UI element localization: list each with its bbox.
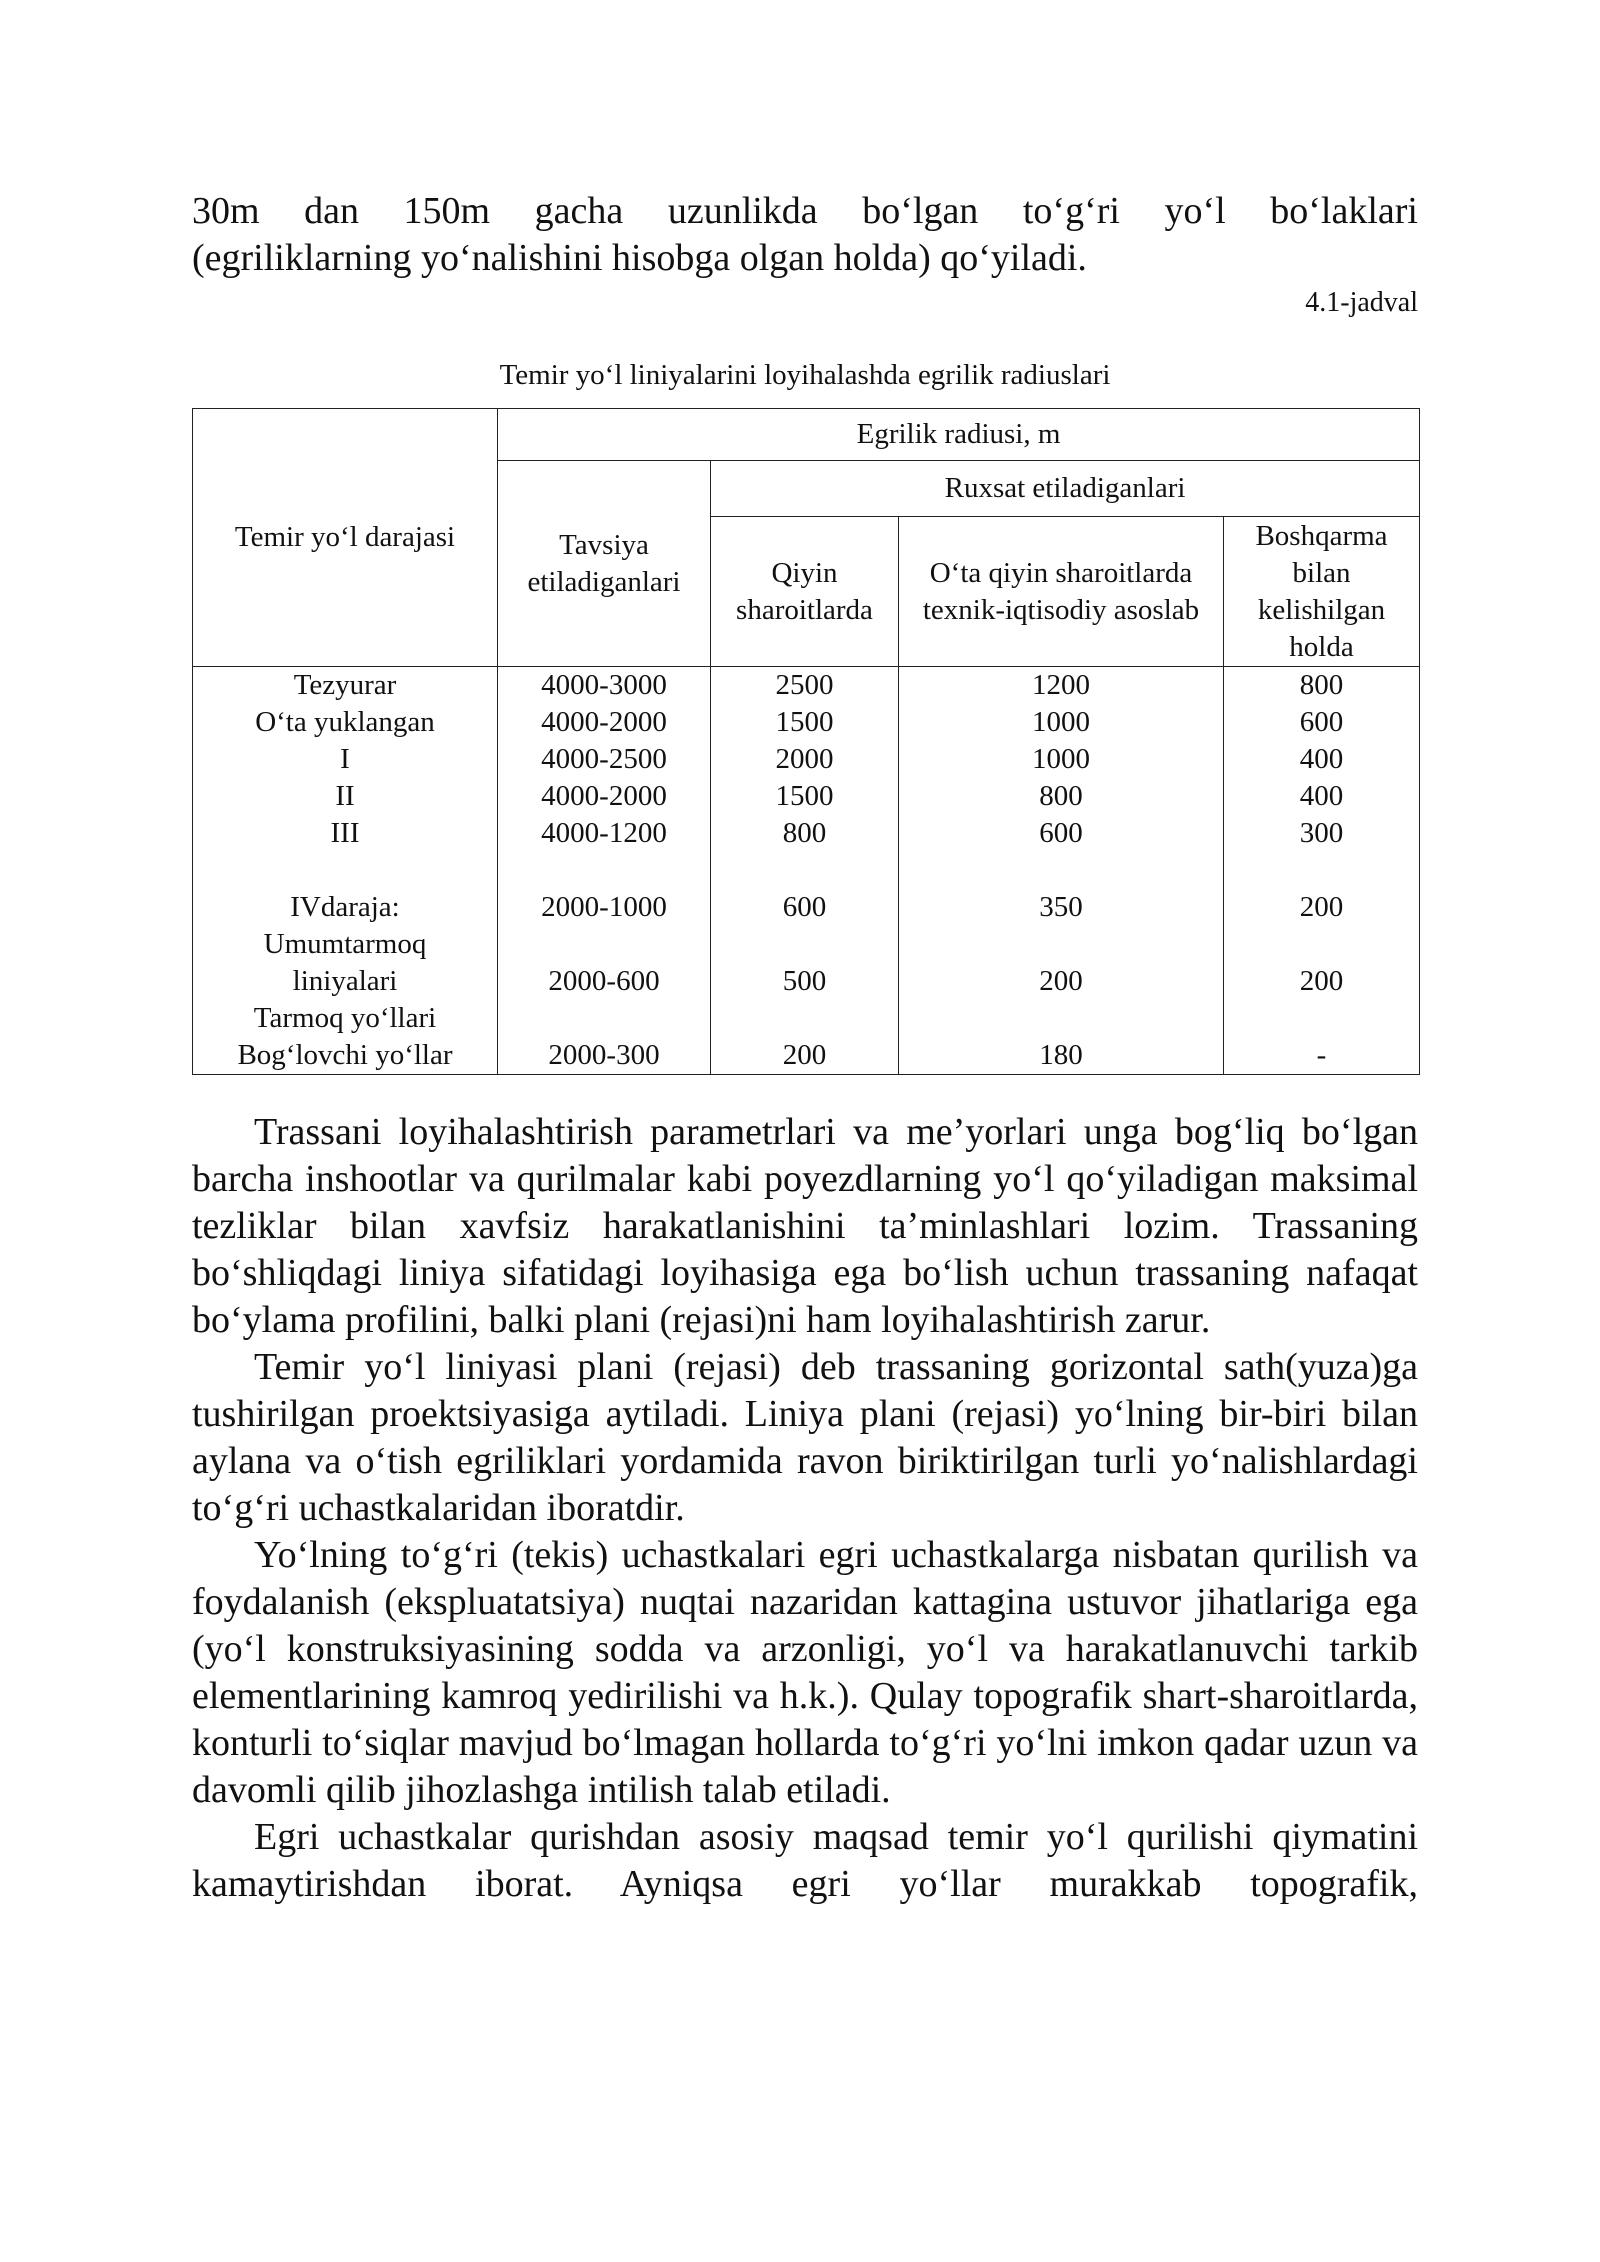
header-agreed: Boshqarma bilan kelishilgan holda	[1224, 517, 1420, 667]
table-cell: 2500	[775, 669, 834, 701]
table-cell: 400	[1299, 780, 1344, 812]
table-cell: IVdaraja:	[290, 891, 400, 923]
curvature-radius-table	[192, 408, 1420, 1075]
paragraph-2: Temir yo‘l liniyasi plani (rejasi) deb trassaning gorizontal sath(yuza)ga tushirilgan proektsiyasiga aytiladi. Liniya plani (rejasi) yo‘lning bir-biri bilan aylana va o‘tish egriliklari yordamida ravon biriktirilgan turli yo‘nalishlardagi to‘g‘ri uchastkalaridan iboratdir.	[192, 1346, 1418, 1529]
table-cell: 200	[1039, 965, 1083, 997]
table-cell: 300	[1299, 817, 1344, 849]
table-cell	[1224, 1000, 1419, 1037]
table-cell: 800	[1299, 669, 1344, 701]
header-radius: Egrilik radiusi, m	[498, 409, 1420, 461]
table-cell	[711, 926, 898, 963]
document-page	[192, 188, 1418, 1908]
table-cell: 2000	[775, 743, 834, 775]
table-cell	[899, 1000, 1223, 1037]
table-cell: 200	[1299, 965, 1344, 997]
header-difficult: Qiyin sharoitlarda	[711, 517, 899, 667]
paragraph-4: Egri uchastkalar qurishdan asosiy maqsad temir yo‘l qurilishi qiymatini kamaytirishdan iborat. Ayniqsa egri yo‘llar murakkab topografik,	[192, 1816, 1418, 1905]
table-cell: I	[340, 743, 350, 775]
table-cell: 350	[1039, 891, 1083, 923]
table-cell: 2000-300	[548, 1039, 660, 1071]
table-cell: 800	[782, 817, 827, 849]
table-cell	[711, 852, 898, 889]
table-cell: 1500	[775, 706, 834, 738]
paragraph-3: Yo‘lning to‘g‘ri (tekis) uchastkalari egri uchastkalarga nisbatan qurilish va foydalanish (ekspluatatsiya) nuqtai nazaridan kattagina ustuvor jihatlariga ega (yo‘l konstruksiyasining sodda va arzonligi, yo‘l va harakatlanuvchi tarkib elementlarining kamroq yedirilishi va h.k.). Qulay topografik shart-sharoitlarda, konturli to‘siqlar mavjud bo‘lmagan hollarda to‘g‘ri yo‘lni imkon qadar uzun va davomli qilib jihozlashga intilish talab etiladi.	[192, 1534, 1418, 1811]
table-cell: 4000-1200	[541, 817, 667, 849]
table-cell: 2000-1000	[541, 891, 667, 923]
table-cell: Tezyurar	[293, 669, 397, 701]
table-cell: 1000	[1032, 743, 1090, 775]
table-title: Temir yo‘l liniyalarini loyihalashda egrilik radiuslari	[499, 359, 1111, 391]
table-cell	[498, 852, 710, 889]
column-degree	[193, 667, 498, 1075]
intro-paragraph	[192, 188, 1418, 282]
table-cell: Umumtarmoq	[263, 928, 427, 960]
table-cell: 4000-2000	[541, 780, 667, 812]
table-cell: liniyalari	[292, 965, 398, 997]
intro-line-2: (egriliklarning yo‘nalishini hisobga olgan holda) qo‘yiladi.	[192, 237, 1087, 279]
header-recommended: Tavsiya etiladiganlari	[498, 461, 711, 667]
table-cell: 4000-3000	[541, 669, 667, 701]
table-cell: 1000	[1032, 706, 1090, 738]
table-cell: -	[1316, 1039, 1327, 1071]
table-cell: Bog‘lovchi yo‘llar	[237, 1039, 453, 1071]
table-cell	[899, 852, 1223, 889]
table-number: 4.1-jadval	[1305, 287, 1418, 318]
table-cell: 600	[1299, 706, 1344, 738]
table-cell: 800	[1039, 780, 1083, 812]
table-cell	[1224, 926, 1419, 963]
table-cell: III	[330, 817, 360, 849]
table-cell: 200	[1299, 891, 1344, 923]
column-difficult	[711, 667, 899, 1075]
column-very-difficult	[899, 667, 1224, 1075]
table-cell	[498, 926, 710, 963]
body-text	[192, 1109, 1418, 1908]
column-recommended	[498, 667, 711, 1075]
table-cell: 4000-2000	[541, 706, 667, 738]
table-cell: 500	[782, 965, 827, 997]
header-allowed: Ruxsat etiladiganlari	[711, 461, 1420, 517]
table-cell: 4000-2500	[541, 743, 667, 775]
table-cell: 600	[1039, 817, 1083, 849]
table-cell	[498, 1000, 710, 1037]
table-cell: 1500	[775, 780, 834, 812]
table-cell: 1200	[1032, 669, 1090, 701]
table-cell	[193, 852, 497, 889]
table-cell	[1224, 852, 1419, 889]
table-cell: Tarmoq yo‘llari	[253, 1002, 437, 1034]
table-cell: 600	[782, 891, 827, 923]
header-very-difficult: O‘ta qiyin sharoitlarda texnik-iqtisodiy asoslab	[899, 517, 1224, 667]
column-agreed	[1224, 667, 1420, 1075]
table-cell: O‘ta yuklangan	[255, 706, 435, 738]
paragraph-1: Trassani loyihalashtirish parametrlari va me’yorlari unga bog‘liq bo‘lgan barcha inshootlar va qurilmalar kabi poyezdlarning yo‘l qo‘yiladigan maksimal tezliklar bilan xavfsiz harakatlanishini ta’minlashlari lozim. Trassaning bo‘shliqdagi liniya sifatidagi loyihasiga ega bo‘lish uchun trassaning nafaqat bo‘ylama profilini, balki plani (rejasi)ni ham loyihalashtirish zarur.	[192, 1111, 1418, 1341]
table-cell: 400	[1299, 743, 1344, 775]
header-degree: Temir yo‘l darajasi	[193, 409, 498, 667]
table-cell: 180	[1039, 1039, 1083, 1071]
table-cell	[711, 1000, 898, 1037]
table-cell: II	[335, 780, 355, 812]
table-cell: 2000-600	[548, 965, 660, 997]
table-cell	[899, 926, 1223, 963]
intro-line-1: 30m dan 150m gacha uzunlikda bo‘lgan to‘g‘ri yo‘l bo‘laklari	[192, 190, 1418, 232]
table-cell: 200	[782, 1039, 827, 1071]
